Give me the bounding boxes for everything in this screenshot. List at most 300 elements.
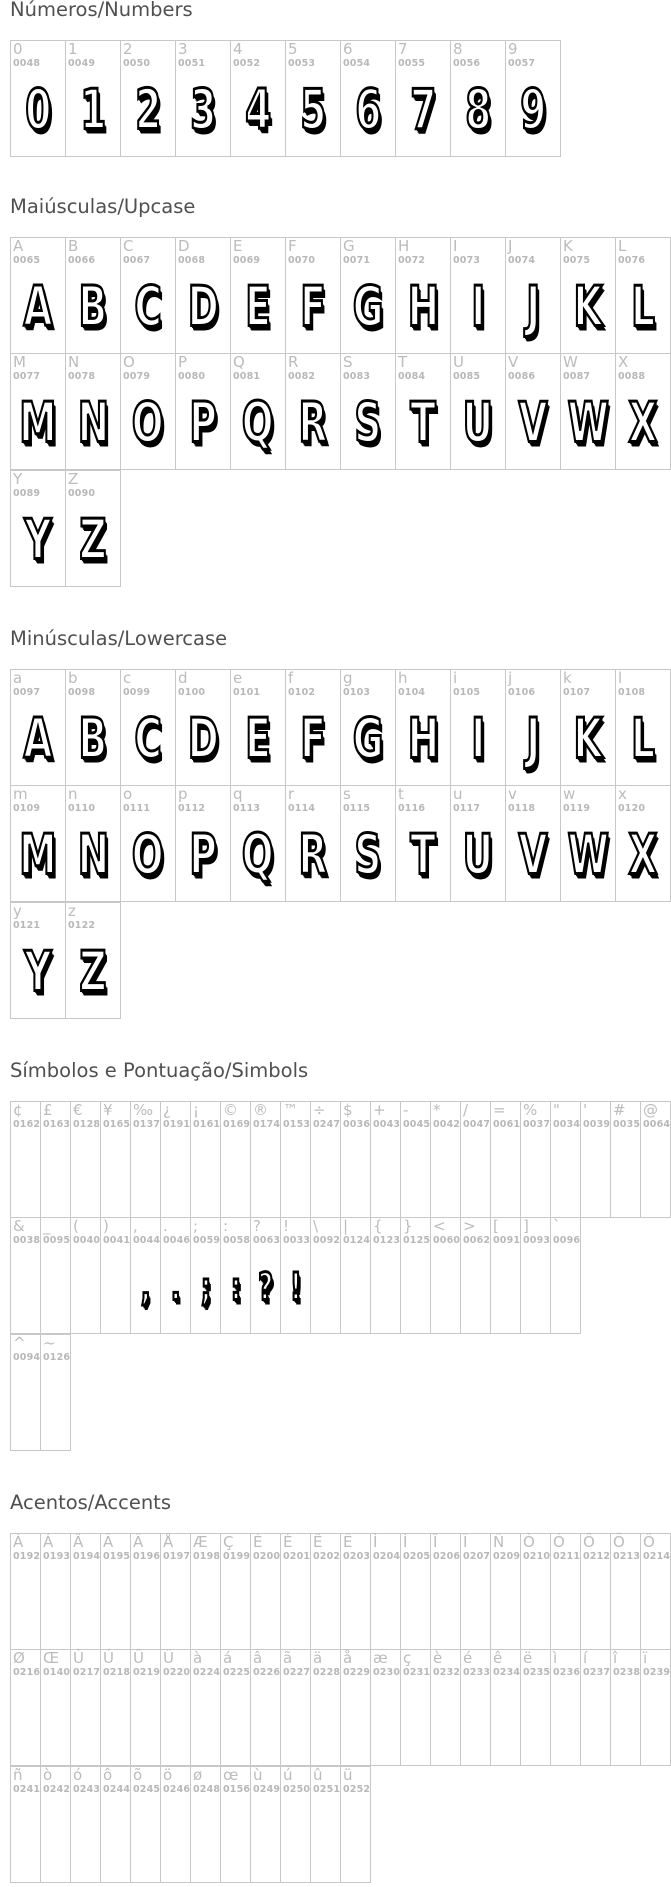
glyph-cell [280,1766,311,1883]
glyph-cell [220,1217,251,1334]
character-code: 0230 [373,1667,401,1678]
glyph-preview-text: X [628,391,658,456]
glyph-preview [251,1258,280,1318]
character-label: ® [253,1101,268,1119]
character-label: Ù [73,1649,84,1667]
glyph-cell [560,237,616,354]
glyph-cell [560,785,616,902]
glyph-cell [610,1649,641,1766]
character-label: A [13,237,24,255]
character-code: 0243 [73,1784,101,1795]
glyph-preview-text: 9 [519,78,547,143]
character-label: 6 [343,40,353,58]
character-label: q [233,785,243,803]
character-code: 0137 [133,1119,161,1130]
glyph-cell [10,669,66,786]
character-code: 0109 [13,803,41,814]
glyph-preview-text: 2 [134,78,162,143]
glyph-cell [250,1766,281,1883]
character-label: * [433,1101,441,1119]
character-label: ~ [43,1334,56,1352]
character-label: Ç [223,1533,234,1551]
character-code: 0104 [398,687,426,698]
glyph-preview-text: L [631,275,655,340]
character-label: Ü [163,1649,174,1667]
character-code: 0102 [288,687,316,698]
character-label: À [13,1533,24,1551]
character-code: 0040 [73,1235,101,1246]
character-code: 0066 [68,255,96,266]
glyph-preview [11,391,65,456]
character-code: 0052 [233,58,261,69]
glyph-preview [561,275,615,340]
glyph-cell [395,40,451,157]
character-label: ` [553,1217,561,1235]
glyph-preview [341,391,395,456]
glyph-cell [220,1766,251,1883]
character-code: 0195 [103,1551,131,1562]
glyph-preview [451,78,505,143]
character-code: 0232 [433,1667,461,1678]
character-label: 4 [233,40,243,58]
character-code: 0226 [253,1667,281,1678]
glyph-cell [340,1101,371,1218]
character-code: 0041 [103,1235,131,1246]
character-code: 0096 [553,1235,581,1246]
glyph-cell [430,1533,461,1650]
character-label: / [463,1101,469,1119]
glyph-preview-text: A [23,707,53,772]
character-label: Õ [613,1533,625,1551]
glyph-preview [11,275,65,340]
glyph-cell [640,1533,671,1650]
glyph-preview [66,78,120,143]
character-label: £ [43,1101,53,1119]
character-code: 0204 [373,1551,401,1562]
character-code: 0128 [73,1119,101,1130]
character-label: Í [403,1533,408,1551]
character-label: 5 [288,40,298,58]
glyph-cell [550,1101,581,1218]
character-label: @ [643,1101,658,1119]
glyph-preview [451,707,505,772]
character-label: ? [253,1217,261,1235]
glyph-cell [190,1649,221,1766]
glyph-preview [341,275,395,340]
character-code: 0218 [103,1667,131,1678]
glyph-cell [580,1533,611,1650]
glyph-cell [450,353,506,470]
character-label: ò [43,1766,53,1784]
character-code: 0252 [343,1784,371,1795]
character-label: a [13,669,23,687]
glyph-preview-text: S [354,391,382,456]
character-code: 0249 [253,1784,281,1795]
glyph-cell [460,1101,491,1218]
character-label: w [563,785,576,803]
glyph-preview-text: P [189,391,217,456]
character-label: ì [553,1649,558,1667]
character-label: Ò [523,1533,535,1551]
character-label: $ [343,1101,353,1119]
glyph-preview [286,78,340,143]
glyph-preview [396,391,450,456]
glyph-cell [280,1101,311,1218]
character-label: é [463,1649,473,1667]
glyph-row [10,354,671,471]
character-code: 0202 [313,1551,341,1562]
glyph-cell [340,237,396,354]
character-label: + [373,1101,386,1119]
section-2 [0,627,661,1005]
glyph-preview [286,275,340,340]
character-code: 0105 [453,687,481,698]
character-label: à [193,1649,203,1667]
glyph-cell [340,1217,371,1334]
character-code: 0194 [73,1551,101,1562]
character-code: 0038 [13,1235,41,1246]
glyph-preview [66,275,120,340]
glyph-preview [176,391,230,456]
character-label: è [433,1649,443,1667]
section-title: Símbolos e Pontuação/Simbols [10,1059,309,1082]
character-label: æ [373,1649,388,1667]
glyph-preview [66,508,120,573]
character-label: ä [313,1649,323,1667]
glyph-cell [640,1649,671,1766]
glyph-cell [310,1766,341,1883]
character-code: 0035 [613,1119,641,1130]
glyph-cell [160,1533,191,1650]
character-label: ú [283,1766,293,1784]
character-code: 0086 [508,371,536,382]
character-label: ! [283,1217,290,1235]
character-label: í [583,1649,588,1667]
glyph-preview [231,823,285,888]
glyph-preview [231,391,285,456]
character-code: 0205 [403,1551,431,1562]
glyph-cell [230,237,286,354]
character-label: € [73,1101,83,1119]
glyph-preview-text: O [132,823,164,888]
character-code: 0239 [643,1667,671,1678]
character-label: # [613,1101,626,1119]
glyph-cell [450,40,506,157]
character-code: 0212 [583,1551,611,1562]
character-label: î [613,1649,618,1667]
character-label: 2 [123,40,133,58]
glyph-grid [10,669,671,1020]
glyph-cell [550,1533,581,1650]
character-label: c [123,669,132,687]
character-label: { [373,1217,383,1235]
glyph-cell [100,1533,131,1650]
glyph-cell [160,1217,191,1334]
glyph-preview-text: Y [24,508,52,573]
character-label: \ [313,1217,319,1235]
character-code: 0051 [178,58,206,69]
character-label: ( [73,1217,79,1235]
character-label: [ [493,1217,499,1235]
character-code: 0070 [288,255,316,266]
glyph-cell [285,669,341,786]
character-label: . [163,1217,168,1235]
character-code: 0115 [343,803,371,814]
character-code: 0203 [343,1551,371,1562]
glyph-preview [176,823,230,888]
glyph-preview-text: Q [242,391,274,456]
character-label: ^ [13,1334,26,1352]
glyph-cell [490,1533,521,1650]
character-label: z [68,902,76,920]
character-code: 0095 [43,1235,71,1246]
glyph-cell [70,1101,101,1218]
character-label: © [223,1101,238,1119]
character-code: 0034 [553,1119,581,1130]
character-label: É [283,1533,293,1551]
character-code: 0093 [523,1235,551,1246]
character-code: 0064 [643,1119,671,1130]
character-code: 0101 [233,687,261,698]
character-code: 0108 [618,687,646,698]
character-code: 0049 [68,58,96,69]
character-label: õ [133,1766,143,1784]
glyph-preview-text: ; [200,1265,211,1310]
glyph-cell [10,1533,41,1650]
character-code: 0217 [73,1667,101,1678]
character-code: 0106 [508,687,536,698]
character-label: 7 [398,40,408,58]
character-label: ö [163,1766,173,1784]
glyph-preview [281,1258,310,1318]
glyph-preview-text: L [631,707,655,772]
glyph-cell [640,1101,671,1218]
glyph-preview [616,823,670,888]
glyph-preview-text: 0 [24,78,52,143]
character-code: 0075 [563,255,591,266]
character-code: 0120 [618,803,646,814]
character-code: 0047 [463,1119,491,1130]
section-4 [0,1491,671,1795]
glyph-preview-text: Y [24,940,52,1005]
glyph-cell [10,1334,41,1451]
glyph-preview-text: M [19,391,57,456]
character-code: 0088 [618,371,646,382]
character-code: 0213 [613,1551,641,1562]
character-code: 0099 [123,687,151,698]
glyph-row [10,786,671,903]
character-code: 0033 [283,1235,311,1246]
character-label: n [68,785,78,803]
glyph-cell [190,1533,221,1650]
glyph-preview-text: K [573,275,603,340]
glyph-row [10,40,561,157]
glyph-cell [580,1649,611,1766]
glyph-preview-text: O [132,391,164,456]
glyph-cell [65,785,121,902]
character-label: Ó [553,1533,565,1551]
glyph-preview-text: ! [289,1265,302,1310]
character-label: Î [433,1533,438,1551]
character-code: 0161 [193,1119,221,1130]
glyph-cell [65,470,121,587]
glyph-preview-text: X [628,823,658,888]
glyph-cell [340,669,396,786]
glyph-preview [11,508,65,573]
glyph-preview-text: Z [79,508,107,573]
character-code: 0062 [463,1235,491,1246]
glyph-cell [285,40,341,157]
character-label: ¥ [103,1101,113,1119]
character-code: 0073 [453,255,481,266]
character-label: X [618,353,629,371]
character-label: y [13,902,22,920]
glyph-preview-text: C [134,275,162,340]
glyph-cell [100,1649,131,1766]
glyph-cell [10,902,66,1019]
glyph-preview [66,391,120,456]
glyph-cell [395,353,451,470]
character-label: È [253,1533,263,1551]
glyph-cell [460,1533,491,1650]
character-label: Æ [193,1533,208,1551]
character-code: 0231 [403,1667,431,1678]
character-code: 0113 [233,803,261,814]
glyph-cell [505,785,561,902]
character-code: 0165 [103,1119,131,1130]
glyph-preview-text: J [526,275,540,340]
character-code: 0087 [563,371,591,382]
character-code: 0236 [553,1667,581,1678]
glyph-preview-text: G [352,275,384,340]
glyph-preview [396,78,450,143]
character-label: S [343,353,353,371]
character-code: 0211 [553,1551,581,1562]
glyph-row [10,1650,671,1767]
glyph-preview-text: 1 [79,78,107,143]
character-code: 0082 [288,371,316,382]
glyph-cell [70,1217,101,1334]
glyph-cell [505,353,561,470]
character-code: 0227 [283,1667,311,1678]
character-code: 0114 [288,803,316,814]
glyph-cell [120,669,176,786]
character-label: x [618,785,627,803]
character-code: 0045 [403,1119,431,1130]
glyph-preview [131,1258,160,1318]
glyph-cell [430,1101,461,1218]
glyph-row [10,1101,671,1218]
character-code: 0074 [508,255,536,266]
character-code: 0191 [163,1119,191,1130]
glyph-cell [65,353,121,470]
character-label: : [223,1217,229,1235]
glyph-cell [10,1101,41,1218]
glyph-preview-text: W [567,391,609,456]
glyph-row [10,1218,671,1335]
character-label: ‰ [133,1101,154,1119]
glyph-cell [520,1649,551,1766]
glyph-preview-text: 6 [354,78,382,143]
character-label: 1 [68,40,78,58]
character-code: 0076 [618,255,646,266]
glyph-preview [616,707,670,772]
glyph-cell [65,669,121,786]
character-label: Ë [343,1533,353,1551]
section-title: Maiúsculas/Upcase [10,195,196,218]
character-code: 0098 [68,687,96,698]
character-label: g [343,669,353,687]
glyph-cell [450,669,506,786]
section-0 [0,0,661,143]
glyph-preview-text: Z [79,940,107,1005]
glyph-row [10,471,671,588]
character-label: ç [403,1649,412,1667]
glyph-cell [560,669,616,786]
character-code: 0068 [178,255,206,266]
glyph-cell [100,1217,131,1334]
character-label: T [398,353,408,371]
glyph-cell [550,1649,581,1766]
glyph-row [10,1533,671,1650]
glyph-cell [340,1766,371,1883]
character-code: 0220 [163,1667,191,1678]
character-label: L [618,237,627,255]
glyph-cell [190,1766,221,1883]
glyph-cell [505,237,561,354]
glyph-cell [175,353,231,470]
glyph-preview [121,391,175,456]
character-label: Å [163,1533,174,1551]
glyph-cell [40,1533,71,1650]
character-code: 0042 [433,1119,461,1130]
character-label: ù [253,1766,263,1784]
glyph-cell [615,785,671,902]
glyph-preview-text: S [354,823,382,888]
glyph-preview-text: D [187,707,219,772]
glyph-cell [280,1533,311,1650]
character-code: 0048 [13,58,41,69]
glyph-cell [10,1649,41,1766]
glyph-cell [340,1533,371,1650]
character-label: ) [103,1217,109,1235]
character-label: k [563,669,572,687]
glyph-cell [340,1649,371,1766]
glyph-preview [221,1258,250,1318]
character-code: 0228 [313,1667,341,1678]
glyph-cell [250,1101,281,1218]
character-code: 0174 [253,1119,281,1130]
glyph-preview-text: J [526,707,540,772]
character-code: 0207 [463,1551,491,1562]
character-code: 0197 [163,1551,191,1562]
glyph-preview-text: U [462,391,494,456]
character-code: 0192 [13,1551,41,1562]
glyph-grid [10,1101,671,1452]
character-label: Á [43,1533,54,1551]
glyph-preview [231,275,285,340]
glyph-preview [231,707,285,772]
character-code: 0111 [123,803,151,814]
character-label: ó [73,1766,83,1784]
glyph-cell [340,353,396,470]
glyph-cell [65,40,121,157]
character-label: } [403,1217,413,1235]
character-code: 0046 [163,1235,191,1246]
character-label: W [563,353,578,371]
glyph-cell [430,1649,461,1766]
section-1 [0,195,661,573]
